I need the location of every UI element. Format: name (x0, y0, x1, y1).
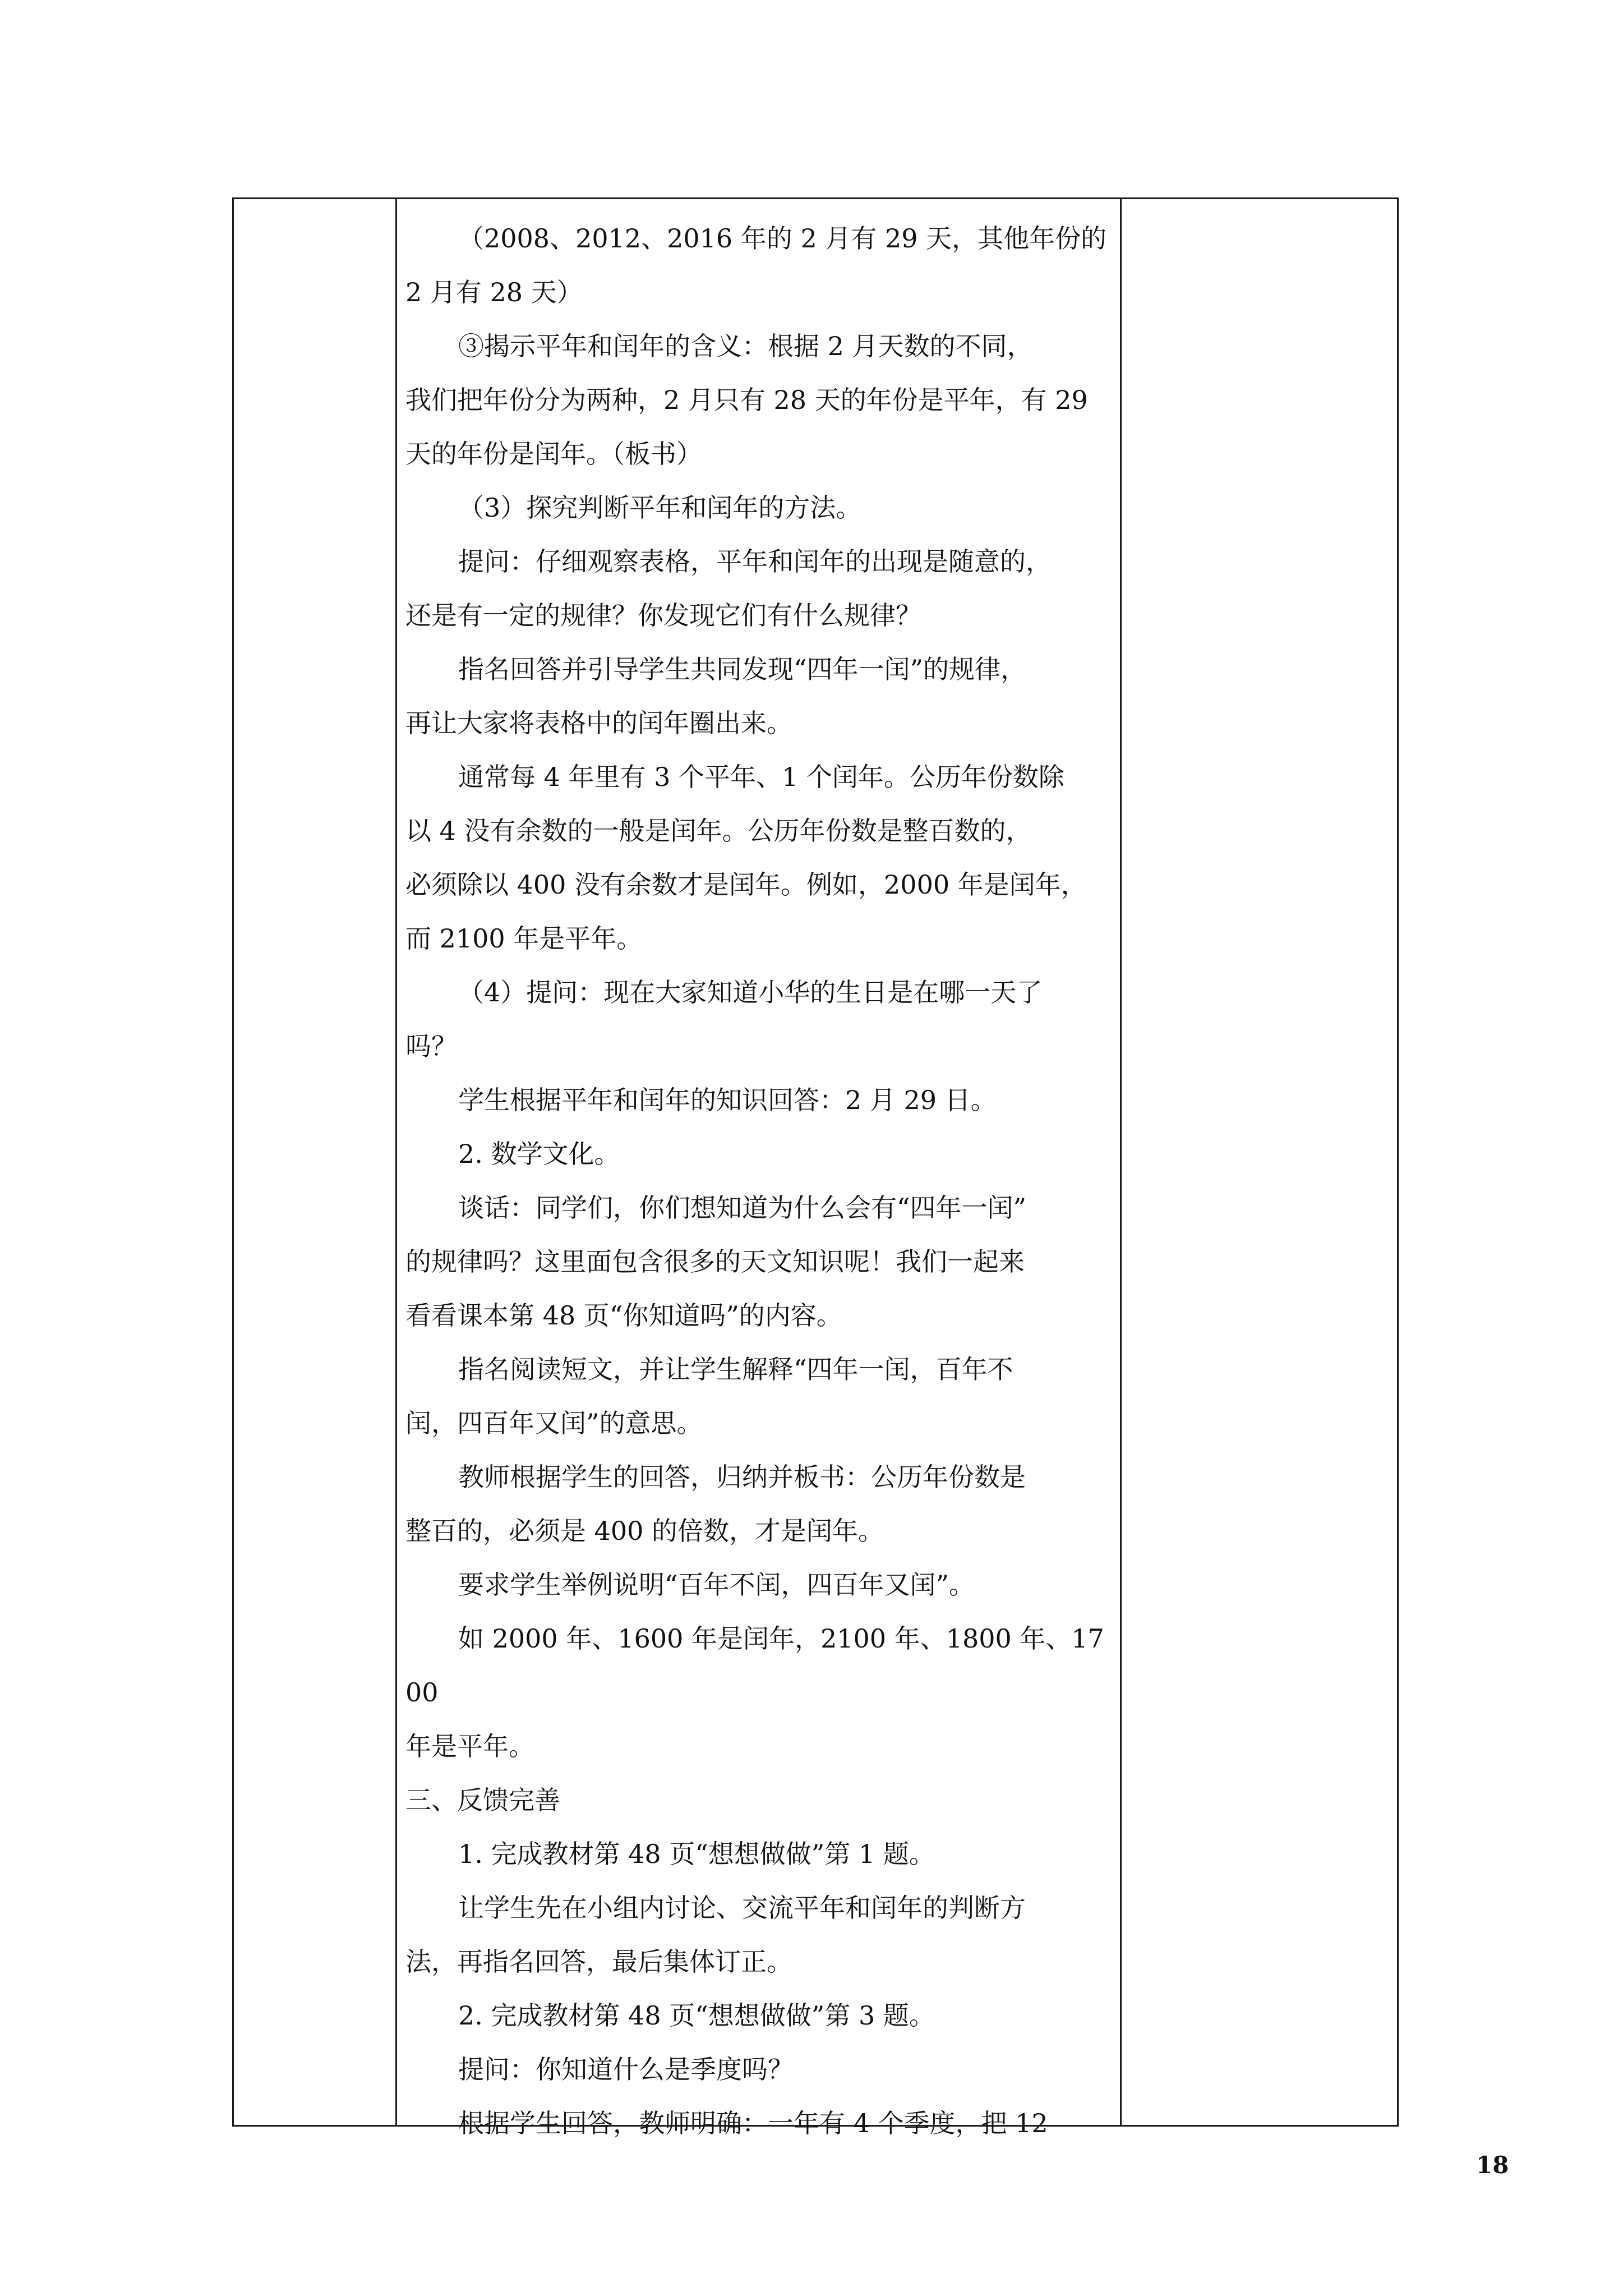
paragraph-line: （2008、2012、2016 年的 2 月有 29 天，其他年份的 (458, 223, 1107, 254)
lesson-plan-table (232, 197, 1399, 2138)
paragraph-line: 而 2100 年是平年。 (405, 923, 643, 954)
lesson-paragraph (405, 481, 1118, 535)
paragraph-line: 学生根据平年和闰年的知识回答：2 月 29 日。 (458, 1085, 997, 1115)
lesson-paragraph (405, 1612, 1118, 1773)
paragraph-line: 再让大家将表格中的闰年圈出来。 (405, 708, 792, 738)
lesson-paragraph (405, 1342, 1118, 1450)
paragraph-line: 谈话：同学们，你们想知道为什么会有“四年一闰” (458, 1193, 1027, 1223)
paragraph-line: 天的年份是闰年。（板书） (405, 439, 702, 469)
paragraph-line: 以 4 没有余数的一般是闰年。公历年份数是整百数的， (405, 816, 1032, 846)
paragraph-line: （4）提问：现在大家知道小华的生日是在哪一天了 (458, 977, 1043, 1007)
table-column-divider (395, 199, 397, 2125)
paragraph-line: 提问：你知道什么是季度吗？ (458, 2054, 794, 2085)
paragraph-line: 法，再指名回答，最后集体订正。 (405, 1947, 792, 1977)
table-right-cell (1122, 199, 1397, 2125)
paragraph-line: 年是平年。 (405, 1731, 534, 1761)
section-heading (405, 1773, 1118, 1827)
table-left-cell (234, 199, 395, 2125)
lesson-paragraph (405, 1989, 1118, 2042)
lesson-paragraph (405, 1827, 1118, 1881)
lesson-paragraph (405, 2096, 1118, 2150)
paragraph-line: 教师根据学生的回答，归纳并板书：公历年份数是 (458, 1462, 1026, 1492)
paragraph-line: ③揭示平年和闰年的含义：根据 2 月天数的不同， (458, 331, 1033, 361)
page-number: 18 (1476, 2151, 1509, 2179)
paragraph-line: 2. 数学文化。 (458, 1139, 620, 1169)
paragraph-line: 我们把年份分为两种，2 月只有 28 天的年份是平年，有 29 (405, 385, 1088, 415)
lesson-paragraph (405, 1881, 1118, 1989)
lesson-paragraph (405, 2042, 1118, 2096)
lesson-paragraph (405, 965, 1118, 1073)
lesson-paragraph (405, 1127, 1118, 1181)
lesson-paragraph (405, 319, 1118, 481)
paragraph-line: 还是有一定的规律？你发现它们有什么规律？ (405, 600, 921, 631)
lesson-paragraph (405, 535, 1118, 642)
paragraph-line: （3）探究判断平年和闰年的方法。 (458, 493, 862, 523)
paragraph-line: 闰，四百年又闰”的意思。 (405, 1408, 703, 1438)
paragraph-line: 指名回答并引导学生共同发现“四年一闰”的规律， (458, 654, 1027, 684)
lesson-content-cell (405, 211, 1118, 2138)
paragraph-line: 提问：仔细观察表格，平年和闰年的出现是随意的， (458, 546, 1052, 577)
paragraph-line: 的规律吗？这里面包含很多的天文知识呢！我们一起来 (405, 1246, 1025, 1277)
paragraph-line: 通常每 4 年里有 3 个平年、1 个闰年。公历年份数除 (458, 762, 1064, 792)
paragraph-line: 三、反馈完善 (405, 1785, 560, 1815)
lesson-paragraph (405, 642, 1118, 750)
paragraph-line: 2. 完成教材第 48 页“想想做做”第 3 题。 (458, 2000, 935, 2031)
paragraph-line: 吗？ (405, 1031, 457, 1061)
paragraph-line: 必须除以 400 没有余数才是闰年。例如，2000 年是闰年， (405, 869, 1087, 900)
lesson-paragraph (405, 1073, 1118, 1127)
lesson-paragraph (405, 1558, 1118, 1612)
paragraph-line: 指名阅读短文，并让学生解释“四年一闰，百年不 (458, 1354, 1013, 1384)
paragraph-line: 看看课本第 48 页“你知道吗”的内容。 (405, 1300, 842, 1331)
paragraph-line: 根据学生回答，教师明确：一年有 4 个季度，把 12 (458, 2108, 1048, 2138)
lesson-paragraph (405, 211, 1118, 319)
lesson-paragraph (405, 750, 1118, 965)
paragraph-line: 让学生先在小组内讨论、交流平年和闰年的判断方 (458, 1893, 1026, 1923)
paragraph-line: 整百的，必须是 400 的倍数，才是闰年。 (405, 1516, 884, 1546)
paragraph-line: 如 2000 年、1600 年是闰年，2100 年、1800 年、1700 (405, 1623, 1104, 1708)
paragraph-line: 2 月有 28 天） (405, 277, 583, 307)
lesson-paragraph (405, 1450, 1118, 1558)
lesson-paragraph (405, 1181, 1118, 1342)
paragraph-line: 1. 完成教材第 48 页“想想做做”第 1 题。 (458, 1839, 935, 1869)
paragraph-line: 要求学生举例说明“百年不闰，四百年又闰”。 (458, 1570, 975, 1600)
